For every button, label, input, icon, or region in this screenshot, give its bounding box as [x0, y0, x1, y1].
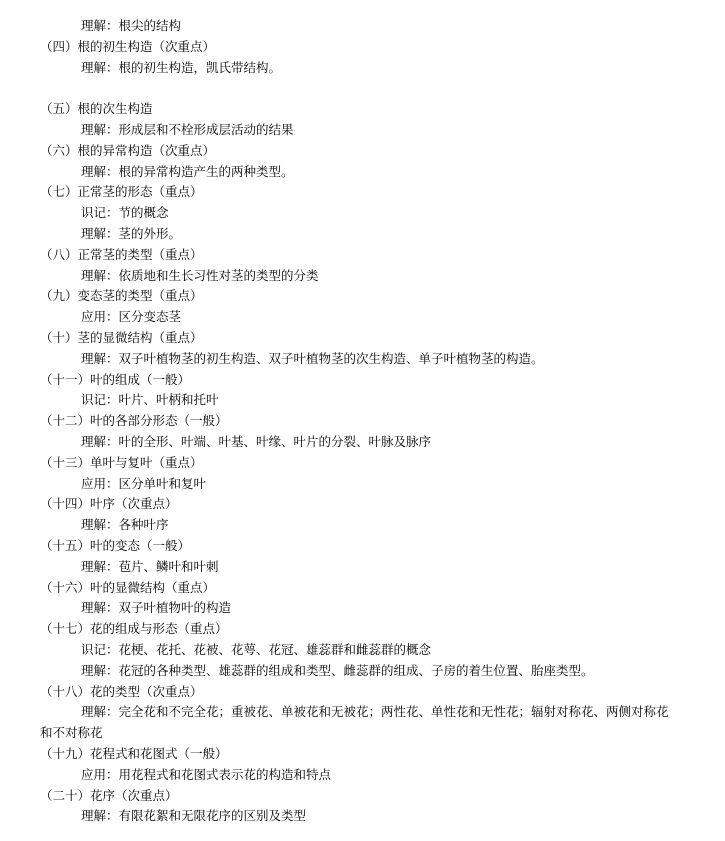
outline-item: 理解：根的初生构造，凯氏带结构。: [81, 59, 282, 75]
section-heading: （十九）花程式和花图式（一般）: [40, 746, 228, 761]
outline-item: 理解：根尖的结构: [81, 18, 182, 33]
section-heading: （十二）叶的各部分形态（一般）: [40, 413, 228, 429]
section-heading: （七）正常茎的形态（重点）: [40, 184, 203, 200]
section-heading: （十三）单叶与复叶（重点）: [40, 454, 203, 470]
section-heading: （十七）花的组成与形态（重点）: [40, 621, 228, 637]
outline-item: 理解：完全花和不完全花；重被花、单被花和无被花；两性花、单性花和无性花；辐射对称花、两侧对称花: [81, 704, 669, 720]
outline-item: 理解：苞片、鳞叶和叶刺: [81, 558, 219, 574]
section-heading: （九）变态茎的类型（重点）: [40, 288, 203, 304]
outline-item: 理解：依质地和生长习性对茎的类型的分类: [81, 267, 319, 283]
outline-item: 识记：节的概念: [81, 205, 169, 221]
outline-item: 应用：区分变态茎: [81, 309, 182, 325]
outline-item: 理解：花冠的各种类型、雄蕊群的组成和类型、雌蕊群的组成、子房的着生位置、胎座类型。: [81, 662, 594, 678]
section-heading: （十八）花的类型（次重点）: [40, 683, 203, 699]
outline-item: 理解：叶的全形、叶端、叶基、叶缘、叶片的分裂、叶脉及脉序: [81, 434, 432, 449]
section-heading: （二十）花序（次重点）: [40, 787, 178, 803]
outline-item: 识记：花梗、花托、花被、花萼、花冠、雄蕊群和雌蕊群的概念: [81, 642, 432, 657]
outline-item: 应用：区分单叶和复叶: [81, 475, 207, 491]
section-heading: （五）根的次生构造: [40, 101, 153, 117]
outline-item: 理解：茎的外形。: [81, 226, 182, 241]
section-heading: （八）正常茎的类型（重点）: [40, 246, 203, 262]
section-heading: （十一）叶的组成（一般）: [40, 371, 191, 387]
outline-item: 理解：双子叶植物茎的初生构造、双子叶植物茎的次生构造、单子叶植物茎的构造。: [81, 350, 544, 366]
outline-item: 理解：形成层和不栓形成层活动的结果: [81, 122, 294, 137]
section-heading: （四）根的初生构造（次重点）: [40, 38, 216, 54]
outline-item: 理解：各种叶序: [81, 517, 169, 533]
section-heading: （十）茎的显微结构（重点）: [40, 330, 203, 345]
outline-item: 理解：有限花絮和无限花序的区别及类型: [81, 808, 307, 824]
section-heading: （十四）叶序（次重点）: [40, 496, 178, 512]
item-continuation: 和不对称花: [40, 725, 103, 741]
outline-item: 理解：双子叶植物叶的构造: [81, 600, 232, 616]
section-heading: （六）根的异常构造（次重点）: [40, 142, 216, 158]
outline-item: 识记：叶片、叶柄和托叶: [81, 392, 219, 408]
outline-item: 理解：根的异常构造产生的两种类型。: [81, 163, 294, 179]
section-heading: （十五）叶的变态（一般）: [40, 538, 191, 553]
section-heading: （十六）叶的显微结构（重点）: [40, 579, 216, 595]
outline-item: 应用：用花程式和花图式表示花的构造和特点: [81, 766, 332, 782]
